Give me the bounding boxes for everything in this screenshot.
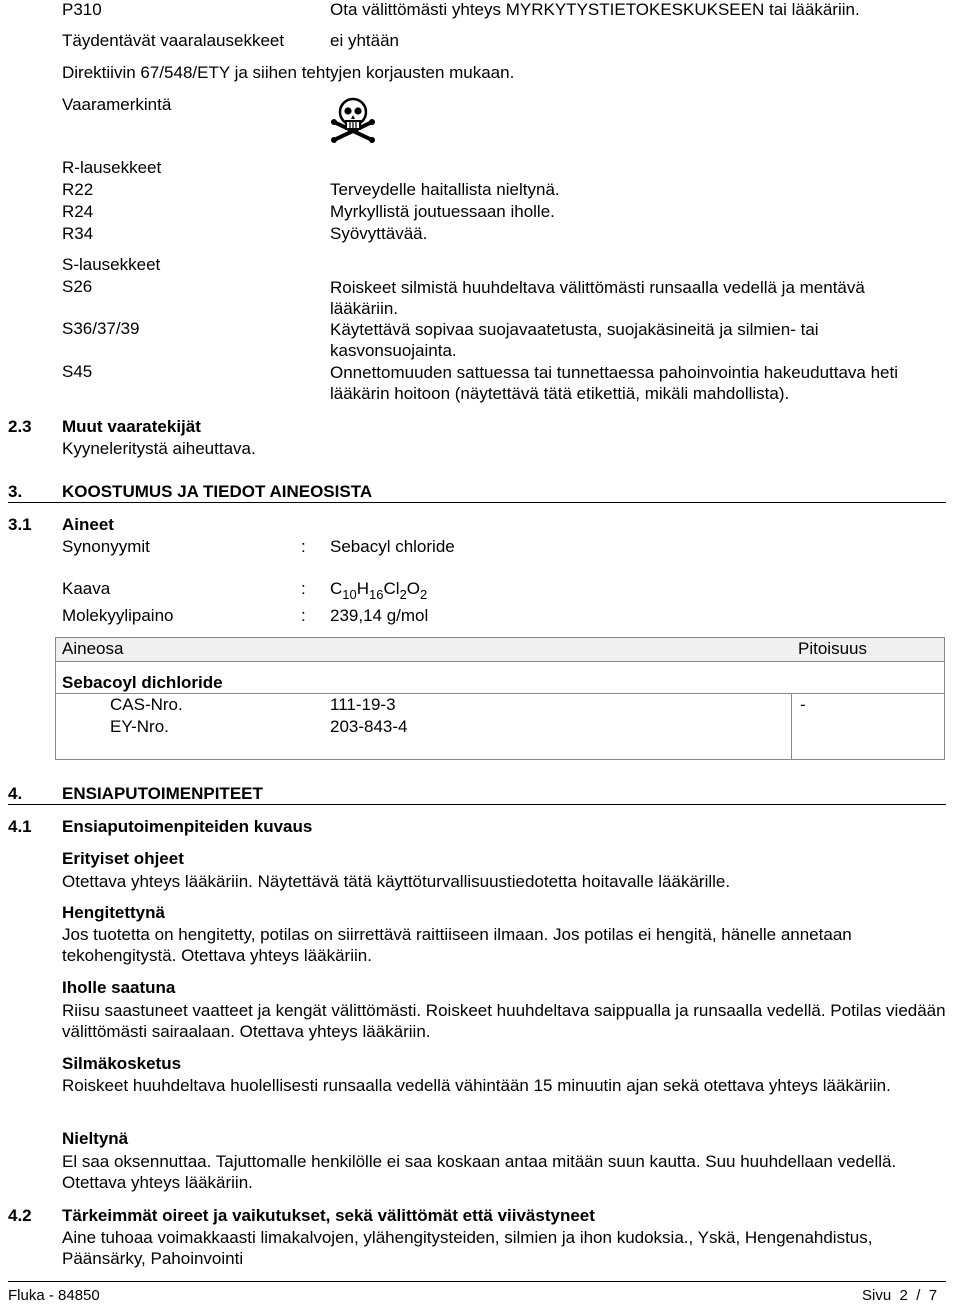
content-value: -	[800, 695, 806, 714]
r-phrase-text: Myrkyllistä joutuessaan iholle.	[330, 202, 555, 221]
hazard-symbol-label: Vaaramerkintä	[62, 95, 172, 114]
s-phrase-code: S45	[62, 362, 93, 381]
s-phrases-heading: S-lausekkeet	[62, 255, 161, 274]
column-header-component: Aineosa	[62, 639, 124, 658]
subsection-title: Tärkeimmät oireet ja vaikutukset, sekä välittömät että viivästyneet	[62, 1206, 595, 1225]
directive-text: Direktiivin 67/548/ETY ja siihen tehtyjen korjausten mukaan.	[62, 63, 515, 82]
molecular-weight-value: 239,14 g/mol	[330, 606, 429, 625]
subsection-title: Ensiaputoimenpiteiden kuvaus	[62, 817, 313, 836]
subsection-text: Aine tuhoaa voimakkaasti limakalvojen, ylähengitysteiden, silmien ja ihon kudoksia., Yskä, Hengenahdistus, Päänsärky, Pahoinvointi	[62, 1228, 873, 1268]
subsection-number: 4.1	[8, 817, 32, 836]
section-divider	[8, 502, 946, 503]
block-text: El saa oksennuttaa. Tajuttomalle henkilölle ei saa koskaan antaa mitään suun kautta. Suu huuhdellaan vedellä. Otettava yhteys lääkäriin.	[62, 1152, 897, 1192]
section-title: ENSIAPUTOIMENPITEET	[62, 784, 263, 803]
section-number: 4.	[8, 784, 23, 803]
section-number: 2.3	[8, 417, 32, 436]
block-text: Riisu saastuneet vaatteet ja kengät välittömästi. Roiskeet huuhdeltava saippualla ja runsaalla vedellä. Potilas viedään välittömästi sairaalaan. Otettava yhteys lääkäriin.	[62, 1001, 946, 1041]
section-divider	[8, 804, 946, 805]
synonyms-value: Sebacyl chloride	[330, 537, 455, 556]
block-heading: Erityiset ohjeet	[62, 849, 184, 868]
table-row	[55, 693, 945, 760]
block-heading: Iholle saatuna	[62, 978, 176, 997]
subsection-number: 3.1	[8, 515, 32, 534]
supplementary-label: Täydentävät vaaralausekkeet	[62, 31, 285, 50]
block-text: Roiskeet huuhdeltava huolellisesti runsaalla vedellä vähintään 15 minuutin ajan sekä otettava yhteys lääkäriin.	[62, 1076, 891, 1095]
s-phrase-text: Käytettävä sopivaa suojavaatetusta, suojakäsineitä ja silmien- tai kasvonsuojainta.	[330, 320, 819, 360]
block-text: Otettava yhteys lääkäriin. Näytettävä tätä käyttöturvallisuustiedotetta hoitavalle lääkärille.	[62, 872, 731, 891]
block-heading: Nieltynä	[62, 1129, 129, 1148]
section-text: Kyyneleritystä aiheuttava.	[62, 439, 256, 458]
footer-page-number: Sivu 2 / 7	[862, 1287, 938, 1304]
synonyms-label: Synonyymit	[62, 537, 150, 556]
s-phrase-text: Onnettomuuden sattuessa tai tunnettaessa pahoinvointia hakeuduttava heti lääkärin hoitoon (näytettävä tätä etikettiä, mikäli mahdollista).	[330, 363, 899, 403]
r-phrase-code: R24	[62, 202, 94, 221]
cas-label: CAS-Nro.	[110, 695, 183, 714]
section-title: KOOSTUMUS JA TIEDOT AINEOSISTA	[62, 482, 373, 501]
molecular-weight-label: Molekyylipaino	[62, 606, 174, 625]
footer-divider	[8, 1281, 946, 1282]
r-phrase-text: Syövyttävää.	[330, 224, 428, 243]
ec-value: 203-843-4	[330, 717, 408, 736]
block-heading: Silmäkosketus	[62, 1054, 182, 1073]
component-name: Sebacoyl dichloride	[62, 673, 223, 692]
r-phrases-heading: R-lausekkeet	[62, 158, 162, 177]
block-heading: Hengitettynä	[62, 903, 165, 922]
column-header-content: Pitoisuus	[798, 639, 867, 658]
r-phrase-code: R22	[62, 180, 94, 199]
s-phrase-text: Roiskeet silmistä huuhdeltava välittömästi runsaalla vedellä ja mentävä lääkäriin.	[330, 278, 865, 318]
subsection-title: Aineet	[62, 515, 114, 534]
cas-value: 111-19-3	[330, 695, 396, 714]
formula-label: Kaava	[62, 579, 111, 598]
r-phrase-code: R34	[62, 224, 94, 243]
ec-label: EY-Nro.	[110, 717, 169, 736]
chemical-formula: $C_{10}H_{16}Cl_2O_2$	[330, 579, 428, 602]
separator: :	[301, 606, 306, 625]
s-phrase-code: S26	[62, 277, 93, 296]
separator: :	[301, 537, 306, 556]
s-phrase-code: S36/37/39	[62, 319, 140, 338]
block-text: Jos tuotetta on hengitetty, potilas on siirrettävä raittiiseen ilmaan. Jos potilas ei hengitä, hänelle annetaan tekohengitystä. Otettava yhteys lääkäriin.	[62, 925, 852, 965]
subsection-number: 4.2	[8, 1206, 32, 1225]
table-column-divider	[791, 693, 792, 760]
section-number: 3.	[8, 482, 23, 501]
skull-crossbones-icon	[328, 97, 378, 143]
p310-code: P310	[62, 0, 102, 19]
footer-product: Fluka - 84850	[8, 1287, 100, 1304]
separator: :	[301, 579, 306, 598]
section-title: Muut vaaratekijät	[62, 417, 201, 436]
p310-text: Ota välittömästi yhteys MYRKYTYSTIETOKESKUKSEEN tai lääkäriin.	[330, 0, 860, 19]
supplementary-value: ei yhtään	[330, 31, 399, 50]
r-phrase-text: Terveydelle haitallista nieltynä.	[330, 180, 560, 199]
